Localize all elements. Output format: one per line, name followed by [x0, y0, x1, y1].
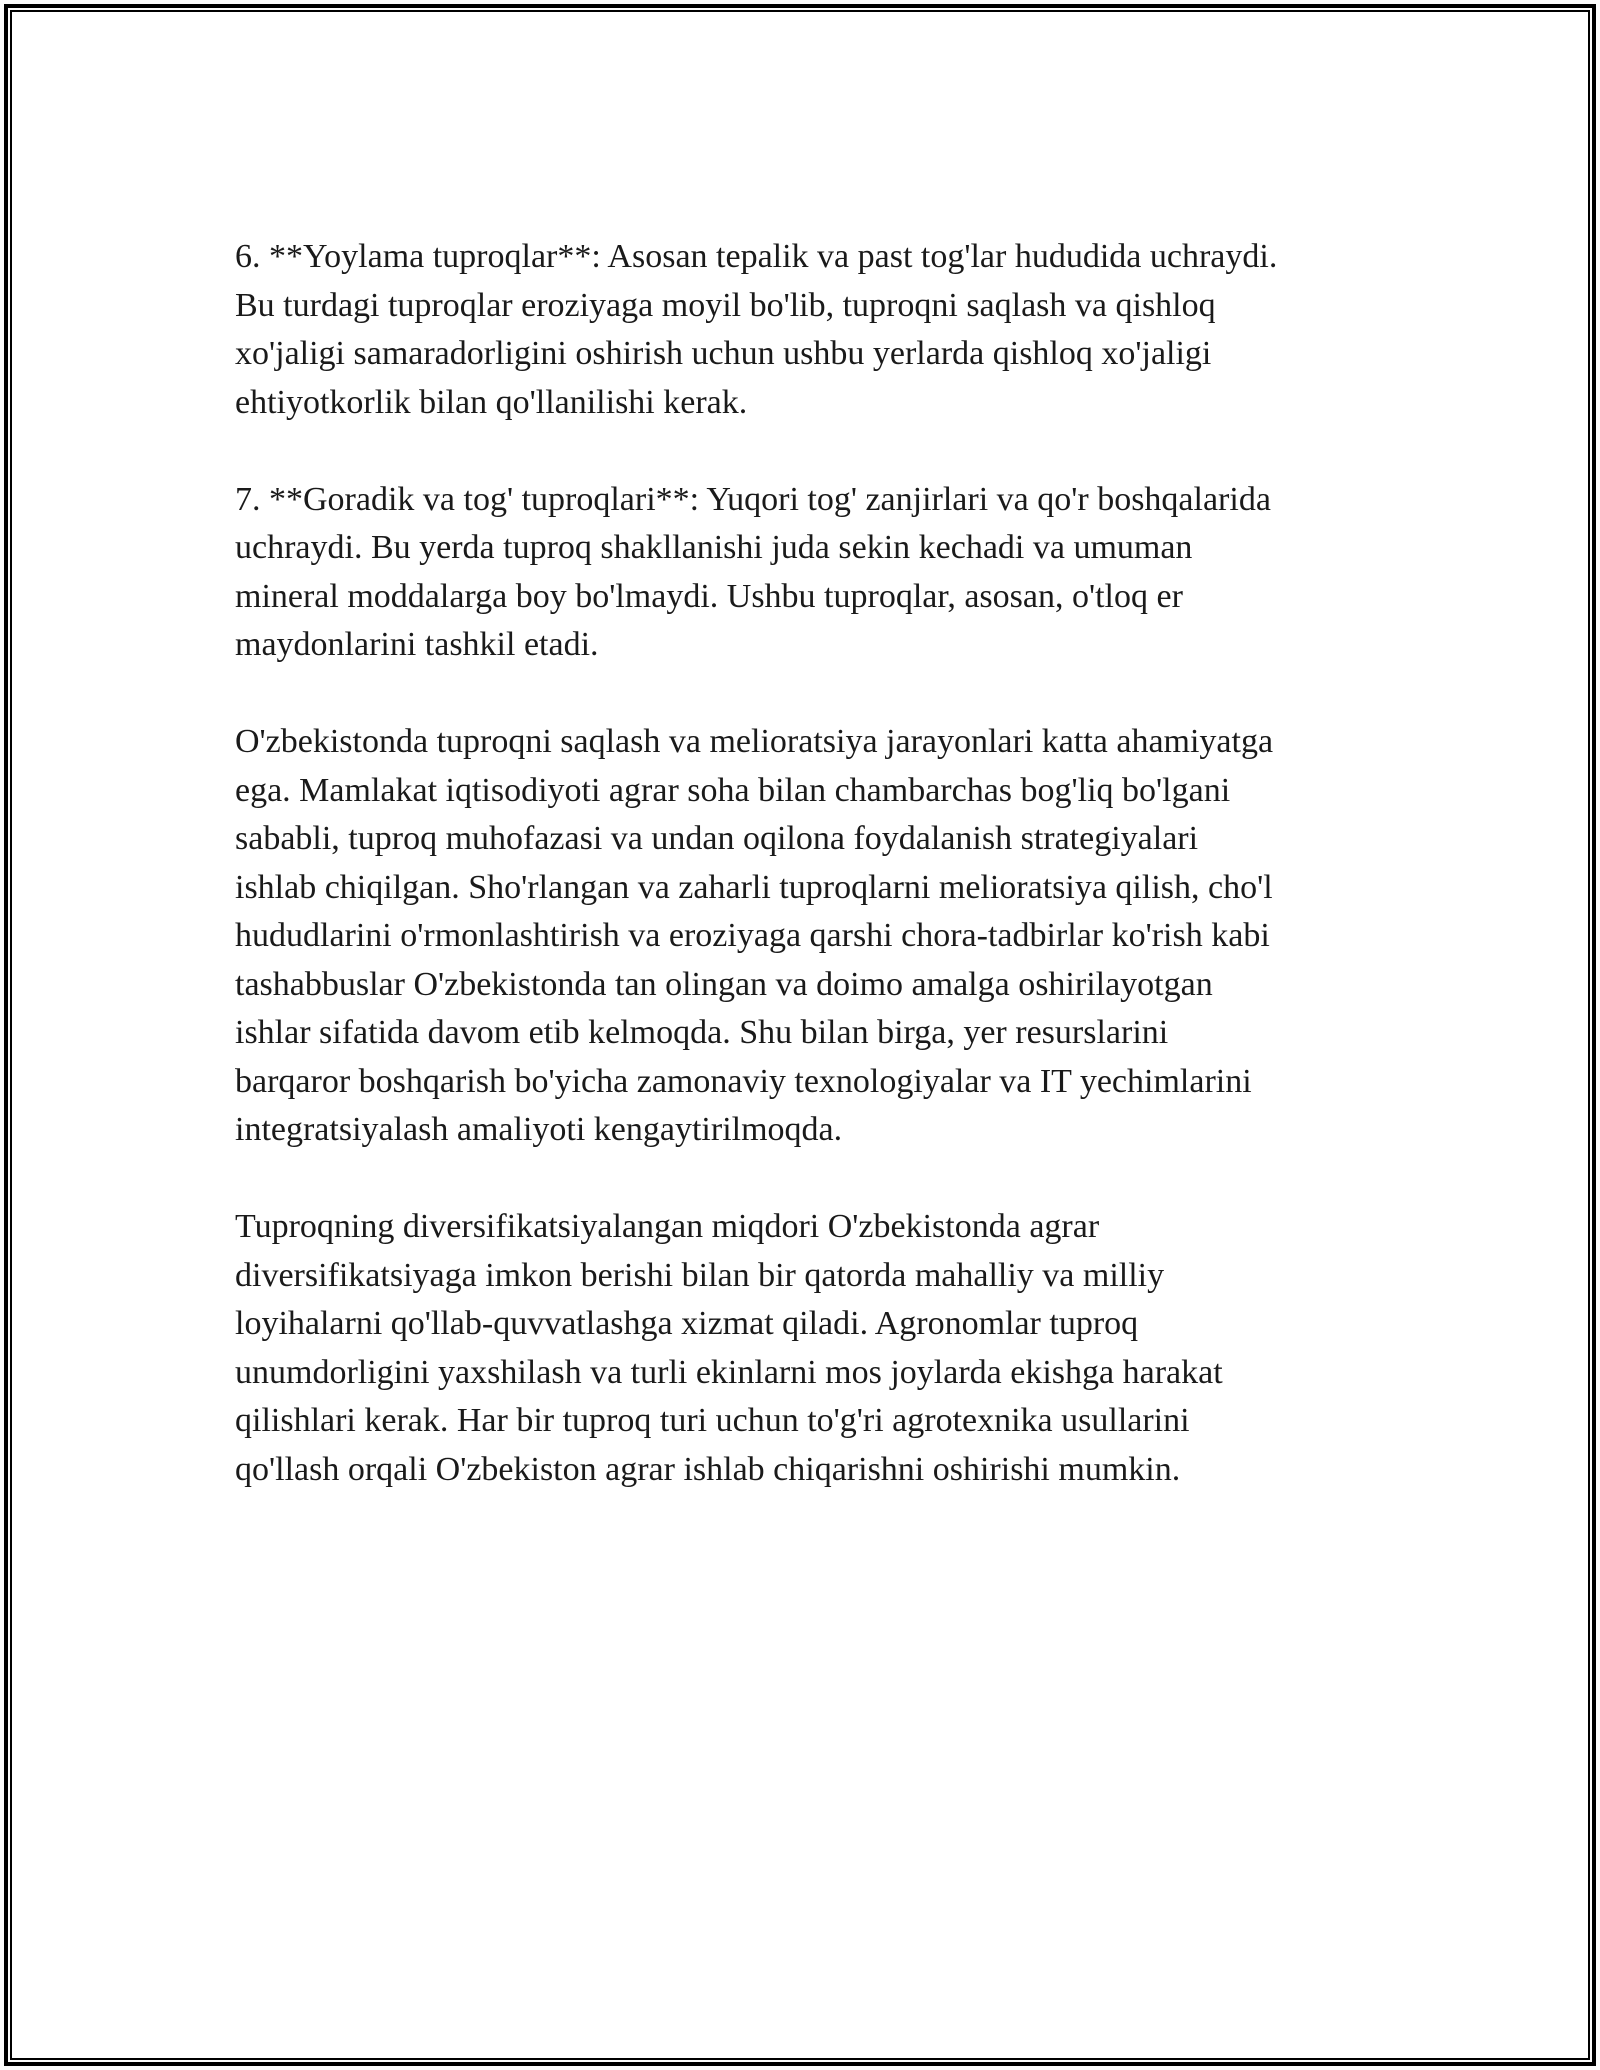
paragraph-goradik-tog-tuproqlari: 7. **Goradik va tog' tuproqlari**: Yuqori tog' zanjirlari va qo'r boshqalarida uchraydi. Bu yerda tuproq shakllanishi juda sekin kechadi va umuman mineral moddalarga boy bo'lmaydi. Ushbu tuproqlar, asosan, o'tloq er maydonlarini tashkil etadi.: [235, 480, 1271, 663]
document-body: [235, 233, 1400, 1543]
paragraph-yoylama-tuproqlar: 6. **Yoylama tuproqlar**: Asosan tepalik va past tog'lar hududida uchraydi. Bu turdagi tuproqlar eroziyaga moyil bo'lib, tuproqni saqlash va qishloq xo'jaligi samaradorligini oshirish uchun ushbu yerlarda qishloq xo'jaligi ehtiyotkorlik bilan qo'llanilishi kerak.: [235, 238, 1278, 421]
paragraph-tuproq-diversifikatsiya: Tuproqning diversifikatsiyalangan miqdori O'zbekistonda agrar diversifikatsiyaga imkon berishi bilan bir qatorda mahalliy va milliy loyihalarni qo'llab-quvvatlashga xizmat qiladi. Agronomlar tuproq unumdorligini yaxshilash va turli ekinlarni mos joylarda ekishga harakat qilishlari kerak. Har bir tuproq turi uchun to'g'ri agrotexnika usullarini qo'llash orqali O'zbekiston agrar ishlab chiqarishni oshirishi mumkin.: [235, 1208, 1223, 1488]
paragraph-tuproqni-saqlash: O'zbekistonda tuproqni saqlash va melioratsiya jarayonlari katta ahamiyatga ega. Mamlakat iqtisodiyoti agrar soha bilan chambarchas bog'liq bo'lgani sababli, tuproq muhofazasi va undan oqilona foydalanish strategiyalari ishlab chiqilgan. Sho'rlangan va zaharli tuproqlarni melioratsiya qilish, cho'l hududlarini o'rmonlashtirish va eroziyaga qarshi chora-tadbirlar ko'rish kabi tashabbuslar O'zbekistonda tan olingan va doimo amalga oshirilayotgan ishlar sifatida davom etib kelmoqda. Shu bilan birga, yer resurslarini barqaror boshqarish bo'yicha zamonaviy texnologiyalar va IT yechimlarini integratsiyalash amaliyoti kengaytirilmoqda.: [235, 723, 1274, 1148]
